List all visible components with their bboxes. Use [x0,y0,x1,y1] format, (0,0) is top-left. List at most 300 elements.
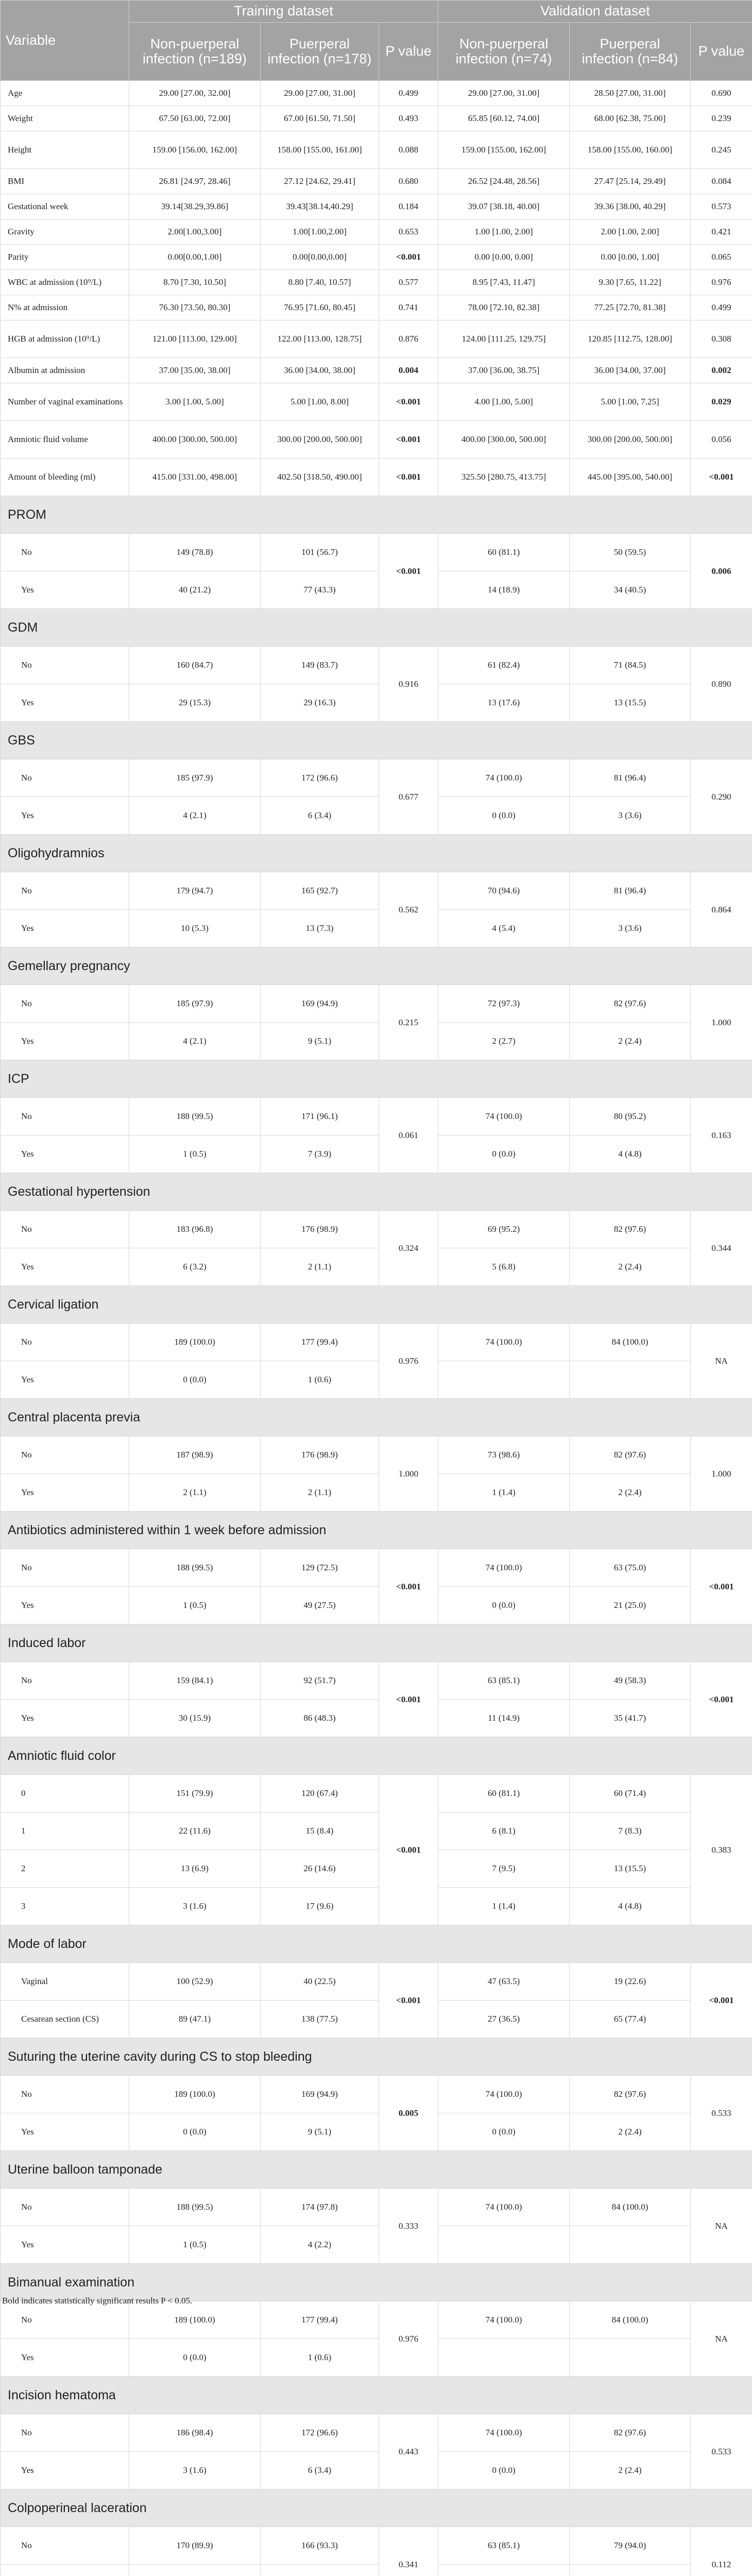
training-pvalue: 0.577 [379,270,438,295]
table-row [1,2527,752,2565]
section-title: Uterine balloon tamponade [1,2151,752,2189]
validation-puerperal-value: 36.00 [34.00, 37.00] [570,358,691,383]
validation-puerperal-value: 81 (96.4) [570,872,691,910]
variable-label: WBC at admission (10⁹/L) [1,270,129,295]
category-label: Yes [1,571,129,609]
training-non-puerperal-value: 149 (78.8) [129,534,261,571]
training-puerperal-value: 2 (1.1) [261,1474,379,1512]
training-puerperal-value: 7 (3.9) [261,1136,379,1173]
table-header [1,1,752,81]
validation-puerperal-value: 4 (4.8) [570,1888,691,1925]
validation-pvalue: NA [691,2301,752,2377]
validation-non-puerperal-value: 65.85 [60.12, 74.00] [438,106,570,131]
validation-non-puerperal-value: 8.95 [7.43, 11.47] [438,270,570,295]
table-row [1,2226,752,2264]
validation-puerperal-value: 21 (25.0) [570,1587,691,1624]
validation-non-puerperal-value [438,1361,570,1399]
training-puerperal-value: 169 (94.9) [261,2076,379,2113]
validation-non-puerperal-value: 63 (85.1) [438,1662,570,1700]
table-row [1,1098,752,1136]
training-pvalue: <0.001 [379,383,438,421]
training-non-puerperal-value: 0 (0.0) [129,2113,261,2151]
validation-puerperal-value: 4 (4.8) [570,1136,691,1173]
validation-non-puerperal-value: 72 (97.3) [438,985,570,1023]
training-non-puerperal-value: 6 (3.2) [129,1248,261,1286]
validation-non-puerperal-value: 11 (14.9) [438,1700,570,1737]
section-title: Mode of labor [1,1925,752,1963]
training-puerperal-value: 0.00[0.00,0.00] [261,245,379,270]
training-non-puerperal-value: 4 (2.1) [129,797,261,835]
validation-puerperal-value: 13 (15.5) [570,1850,691,1888]
validation-non-puerperal-value: 60 (81.1) [438,534,570,571]
validation-non-puerperal-value: 39.07 [38.18, 40.00] [438,194,570,219]
section-title: GBS [1,722,752,759]
table-row [1,1023,752,1060]
table-row [1,2339,752,2377]
category-label: No [1,2076,129,2113]
table-row [1,910,752,947]
training-puerperal-value: 5.00 [1.00, 8.00] [261,383,379,421]
validation-pvalue: 0.006 [691,534,752,609]
table-row [1,358,752,383]
training-non-puerperal-value: 159.00 [156.00, 162.00] [129,131,261,169]
section-title: Incision hematoma [1,2377,752,2414]
validation-puerperal-value: 9.30 [7.65, 11.22] [570,270,691,295]
validation-non-puerperal-value: 63 (85.1) [438,2527,570,2565]
training-puerperal-value: 29.00 [27.00, 31.00] [261,81,379,106]
training-non-puerperal-value: 29 (15.3) [129,684,261,722]
training-pvalue: 0.215 [379,985,438,1060]
validation-pvalue: <0.001 [691,459,752,496]
section-title: PROM [1,496,752,534]
training-non-puerperal-value: 100 (52.9) [129,1963,261,2001]
training-non-puerperal-value: 4 (2.1) [129,1023,261,1060]
training-pvalue: 0.184 [379,194,438,219]
training-pvalue: 0.741 [379,295,438,320]
validation-pvalue: 0.690 [691,81,752,106]
validation-non-puerperal-value: 27 (36.5) [438,2001,570,2038]
training-puerperal-value: 174 (97.8) [261,2189,379,2226]
validation-non-puerperal-value: 74 (100.0) [438,2301,570,2339]
section-row [1,835,752,872]
validation-non-puerperal-value: 0 (0.0) [438,2452,570,2489]
training-puerperal-value: 15 (8.4) [261,1812,379,1850]
table-row [1,2113,752,2151]
table-row [1,169,752,194]
training-non-puerperal-value: 188 (99.5) [129,1098,261,1136]
training-pvalue: 0.916 [379,647,438,722]
training-pvalue: 0.499 [379,81,438,106]
section-title: GDM [1,609,752,647]
training-non-puerperal-value: 121.00 [113.00, 129.00] [129,320,261,358]
validation-pvalue: 0.002 [691,358,752,383]
category-label: Yes [1,1587,129,1624]
training-non-puerperal-value: 8.70 [7.30, 10.50] [129,270,261,295]
validation-pvalue: 1.000 [691,1436,752,1512]
validation-puerperal-value: 5.00 [1.00, 7.25] [570,383,691,421]
training-non-puerperal-value: 189 (100.0) [129,1324,261,1361]
validation-pvalue: NA [691,1324,752,1399]
category-label: No [1,1211,129,1248]
validation-pvalue: 0.533 [691,2414,752,2489]
validation-puerperal-value: 68.00 [62.38, 75.00] [570,106,691,131]
category-label: Cesarean section (CS) [1,2001,129,2038]
table-row [1,421,752,459]
training-puerperal-value: 4 (2.2) [261,2226,379,2264]
validation-puerperal-value: 82 (97.6) [570,985,691,1023]
training-non-puerperal-value: 189 (100.0) [129,2301,261,2339]
table-row [1,2076,752,2113]
training-puerperal-value: 6 (3.4) [261,2452,379,2489]
table-row [1,647,752,684]
training-pvalue: 0.976 [379,1324,438,1399]
category-label: No [1,1662,129,1700]
category-label: No [1,2301,129,2339]
validation-puerperal-value: 65 (77.4) [570,2001,691,2038]
category-label: 1 [1,1812,129,1850]
validation-non-puerperal-value: 74 (100.0) [438,1549,570,1587]
table-row [1,571,752,609]
section-title: Bimanual examination [1,2264,752,2301]
validation-pvalue: 0.421 [691,219,752,245]
validation-puerperal-value: 60 (71.4) [570,1775,691,1812]
category-label: No [1,759,129,797]
training-non-puerperal-value: 1 (0.5) [129,1587,261,1624]
variable-label: Amniotic fluid volume [1,421,129,459]
validation-non-puerperal-value: 74 (100.0) [438,1098,570,1136]
validation-pvalue: 0.239 [691,106,752,131]
training-pvalue: 0.680 [379,169,438,194]
validation-puerperal-header: Puerperal infection (n=84) [570,23,691,81]
training-puerperal-value: 101 (56.7) [261,534,379,571]
training-pvalue: 0.976 [379,2301,438,2377]
section-row [1,1512,752,1549]
category-label: No [1,985,129,1023]
section-title: Colpoperineal laceration [1,2489,752,2527]
training-puerperal-value: 77 (43.3) [261,571,379,609]
training-pvalue: <0.001 [379,459,438,496]
validation-puerperal-value: 39.36 [38.00, 40.29] [570,194,691,219]
training-puerperal-value: 176 (98.9) [261,1436,379,1474]
validation-pvalue: 0.499 [691,295,752,320]
section-row [1,1624,752,1662]
training-pvalue: <0.001 [379,421,438,459]
training-pvalue: <0.001 [379,1549,438,1624]
variable-label: Amount of bleeding (ml) [1,459,129,496]
validation-puerperal-value: 120.85 [112.75, 128.00] [570,320,691,358]
training-non-puerperal-value: 1 (0.5) [129,2226,261,2264]
training-non-puerperal-value: 37.00 [35.00, 38.00] [129,358,261,383]
training-puerperal-value: 36.00 [34.00, 38.00] [261,358,379,383]
validation-pvalue: 0.245 [691,131,752,169]
validation-pvalue: 0.084 [691,169,752,194]
category-label: Yes [1,684,129,722]
validation-non-puerperal-value: 74 (100.0) [438,2414,570,2452]
table-row [1,1963,752,2001]
training-pvalue: 0.443 [379,2414,438,2489]
validation-puerperal-value: 82 (97.6) [570,1211,691,1248]
table-row [1,1812,752,1850]
table-row [1,797,752,835]
validation-puerperal-value: 13 (15.5) [570,684,691,722]
training-non-puerperal-value: 2 (1.1) [129,1474,261,1512]
table-row [1,1700,752,1737]
training-puerperal-value: 1 (0.6) [261,2339,379,2377]
training-puerperal-value: 9 (5.1) [261,1023,379,1060]
training-non-puerperal-value: 30 (15.9) [129,1700,261,1737]
table-row [1,81,752,106]
training-non-puerperal-value: 0 (0.0) [129,2339,261,2377]
category-label: Yes [1,2339,129,2377]
category-label: Yes [1,1361,129,1399]
validation-puerperal-value: 2 (2.4) [570,1474,691,1512]
training-puerperal-value: 1.00[1.00,2.00] [261,219,379,245]
table-row [1,270,752,295]
training-pvalue: 0.562 [379,872,438,947]
validation-non-puerperal-value: 69 (95.2) [438,1211,570,1248]
training-non-puerperal-value: 3 (1.6) [129,1888,261,1925]
training-puerperal-value: 39.43[38.14,40.29] [261,194,379,219]
table-row [1,2189,752,2226]
footnote: Bold indicates statistically significant results P < 0.05. [2,2296,192,2306]
training-puerperal-value: 8.80 [7.40, 10.57] [261,270,379,295]
validation-non-puerperal-value: 0 (0.0) [438,797,570,835]
training-puerperal-value: 138 (77.5) [261,2001,379,2038]
validation-non-puerperal-value: 74 (100.0) [438,2189,570,2226]
training-non-puerperal-value: 3 (1.6) [129,2452,261,2489]
validation-puerperal-value: 77.25 [72.70, 81.38] [570,295,691,320]
table-row [1,1136,752,1173]
table-row [1,459,752,496]
table-body [1,81,752,2576]
training-pvalue: 1.000 [379,1436,438,1512]
training-pvalue: 0.005 [379,2076,438,2151]
table-row [1,131,752,169]
category-label: 0 [1,1775,129,1812]
section-row [1,1925,752,1963]
section-title: ICP [1,1060,752,1098]
variable-label: HGB at admission (10⁹/L) [1,320,129,358]
validation-non-puerperal-value: 70 (94.6) [438,872,570,910]
table-row [1,1248,752,1286]
validation-puerperal-value: 71 (84.5) [570,647,691,684]
validation-puerperal-value [570,2226,691,2264]
validation-puerperal-value: 82 (97.6) [570,2076,691,2113]
training-puerperal-value: 29 (16.3) [261,684,379,722]
training-puerperal-value: 17 (9.6) [261,1888,379,1925]
section-title: Oligohydramnios [1,835,752,872]
training-non-puerperal-value: 29.00 [27.00, 32.00] [129,81,261,106]
section-row [1,947,752,985]
training-puerperal-value: 300.00 [200.00, 500.00] [261,421,379,459]
section-row [1,609,752,647]
training-non-puerperal-value: 39.14[38.29,39.86] [129,194,261,219]
section-title: Suturing the uterine cavity during CS to stop bleeding [1,2038,752,2076]
training-puerperal-value: 1 (0.6) [261,1361,379,1399]
table-row [1,1549,752,1587]
variable-label: BMI [1,169,129,194]
training-puerperal-value: 76.95 [71.60, 80.45] [261,295,379,320]
training-non-puerperal-value: 179 (94.7) [129,872,261,910]
variable-label: Parity [1,245,129,270]
validation-puerperal-value: 28.50 [27.00, 31.00] [570,81,691,106]
training-pvalue: 0.653 [379,219,438,245]
validation-puerperal-value: 34 (40.5) [570,571,691,609]
validation-non-puerperal-value: 2 (2.7) [438,1023,570,1060]
validation-non-puerperal-value: 29.00 [27.00, 31.00] [438,81,570,106]
validation-puerperal-value: 84 (100.0) [570,2189,691,2226]
training-pvalue: 0.088 [379,131,438,169]
section-row [1,722,752,759]
validation-puerperal-value [570,1361,691,1399]
training-puerperal-value: 176 (98.9) [261,1211,379,1248]
validation-non-puerperal-value: 73 (98.6) [438,1436,570,1474]
training-non-puerperal-value: 40 (21.2) [129,571,261,609]
validation-pvalue: 0.890 [691,647,752,722]
validation-non-puerperal-value: 26.52 [24.48, 28.56] [438,169,570,194]
validation-puerperal-value: 2 (2.4) [570,2452,691,2489]
section-row [1,2377,752,2414]
training-puerperal-value: 86 (48.3) [261,1700,379,1737]
validation-pvalue: 0.976 [691,270,752,295]
category-label: No [1,2414,129,2452]
category-label: No [1,1436,129,1474]
validation-dataset-header: Validation dataset [438,1,752,23]
validation-pvalue: NA [691,2189,752,2264]
table-row [1,2001,752,2038]
training-puerperal-value: 40 (22.5) [261,1963,379,2001]
training-puerperal-value: 27.12 [24.62, 29.41] [261,169,379,194]
category-label: Yes [1,910,129,947]
training-puerperal-value: 177 (99.4) [261,1324,379,1361]
table-row [1,1211,752,1248]
validation-puerperal-value: 2 (2.4) [570,1023,691,1060]
validation-non-puerperal-value: 14 (18.9) [438,571,570,609]
section-title: Gemellary pregnancy [1,947,752,985]
training-puerperal-value: 165 (92.7) [261,872,379,910]
training-pvalue: 0.677 [379,759,438,835]
validation-non-puerperal-value: 1 (1.4) [438,1474,570,1512]
validation-non-puerperal-value: 124.00 [111.25, 129.75] [438,320,570,358]
category-label: No [1,2189,129,2226]
category-label: Yes [1,1023,129,1060]
training-puerperal-value: 6 (3.4) [261,797,379,835]
validation-non-puerperal-value: 1.00 [1.00, 2.00] [438,219,570,245]
training-pvalue: <0.001 [379,245,438,270]
validation-non-puerperal-value: 7 (9.5) [438,1850,570,1888]
training-puerperal-value: 13 (7.3) [261,910,379,947]
validation-non-puerperal-value [438,2565,570,2576]
validation-pvalue: 0.290 [691,759,752,835]
training-puerperal-value: 120 (67.4) [261,1775,379,1812]
category-label: No [1,872,129,910]
section-row [1,2151,752,2189]
validation-non-puerperal-value [438,2226,570,2264]
category-label: No [1,534,129,571]
table-row [1,219,752,245]
validation-pvalue: <0.001 [691,1662,752,1737]
training-non-puerperal-value: 13 (6.9) [129,1850,261,1888]
training-pvalue: <0.001 [379,534,438,609]
validation-non-puerperal-value: 0 (0.0) [438,1136,570,1173]
training-non-puerperal-value: 183 (96.8) [129,1211,261,1248]
training-non-puerperal-value: 22 (11.6) [129,1812,261,1850]
training-non-puerperal-value: 2.00[1.00,3.00] [129,219,261,245]
table-row [1,684,752,722]
validation-non-puerperal-value: 47 (63.5) [438,1963,570,2001]
validation-puerperal-value: 81 (96.4) [570,759,691,797]
validation-non-puerperal-value: 0.00 [0.00, 0.00] [438,245,570,270]
validation-puerperal-value: 50 (59.5) [570,534,691,571]
validation-non-puerperal-value: 325.50 [280.75, 413.75] [438,459,570,496]
training-non-puerperal-value: 151 (79.9) [129,1775,261,1812]
table-row [1,2565,752,2576]
variable-header: Variable [1,1,129,81]
validation-pvalue: <0.001 [691,1963,752,2038]
validation-puerperal-value: 49 (58.3) [570,1662,691,1700]
validation-puerperal-value: 82 (97.6) [570,2414,691,2452]
validation-puerperal-value: 80 (95.2) [570,1098,691,1136]
training-non-puerperal-value: 188 (99.5) [129,2189,261,2226]
table-row [1,985,752,1023]
training-puerperal-value: 149 (83.7) [261,647,379,684]
table-row [1,2452,752,2489]
category-label: No [1,1549,129,1587]
validation-non-puerperal-value: 0 (0.0) [438,2113,570,2151]
table-row [1,1850,752,1888]
training-pvalue: 0.061 [379,1098,438,1173]
training-non-puerperal-value: 159 (84.1) [129,1662,261,1700]
validation-non-puerperal-value: 4 (5.4) [438,910,570,947]
validation-non-puerperal-value: 74 (100.0) [438,2076,570,2113]
training-puerperal-value: 9 (5.1) [261,2113,379,2151]
table-row [1,1436,752,1474]
validation-puerperal-value: 82 (97.6) [570,1436,691,1474]
training-puerperal-value [261,2565,379,2576]
category-label: Vaginal [1,1963,129,2001]
training-pvalue: 0.493 [379,106,438,131]
training-puerperal-header: Puerperal infection (n=178) [261,23,379,81]
validation-pvalue: 0.029 [691,383,752,421]
validation-puerperal-value: 84 (100.0) [570,1324,691,1361]
validation-puerperal-value: 35 (41.7) [570,1700,691,1737]
table-row [1,759,752,797]
category-label: Yes [1,1700,129,1737]
validation-non-puerperal-value [438,2339,570,2377]
table-row [1,194,752,219]
category-label: Yes [1,2226,129,2264]
training-non-puerperal-value: 185 (97.9) [129,985,261,1023]
training-pvalue: <0.001 [379,1775,438,1925]
table-row [1,320,752,358]
training-puerperal-value: 169 (94.9) [261,985,379,1023]
training-non-puerperal-value: 10 (5.3) [129,910,261,947]
validation-non-puerperal-value: 60 (81.1) [438,1775,570,1812]
training-non-puerperal-value: 186 (98.4) [129,2414,261,2452]
section-row [1,1737,752,1775]
validation-non-puerperal-value: 13 (17.6) [438,684,570,722]
validation-non-puerperal-value: 37.00 [36.00, 38.75] [438,358,570,383]
category-label: No [1,647,129,684]
category-label: Yes [1,2113,129,2151]
category-label: 3 [1,1888,129,1925]
category-label: Yes [1,2452,129,2489]
category-label: No [1,2527,129,2565]
training-dataset-header: Training dataset [129,1,438,23]
section-row [1,1060,752,1098]
training-puerperal-value: 122.00 [113.00, 128.75] [261,320,379,358]
category-label: Yes [1,797,129,835]
